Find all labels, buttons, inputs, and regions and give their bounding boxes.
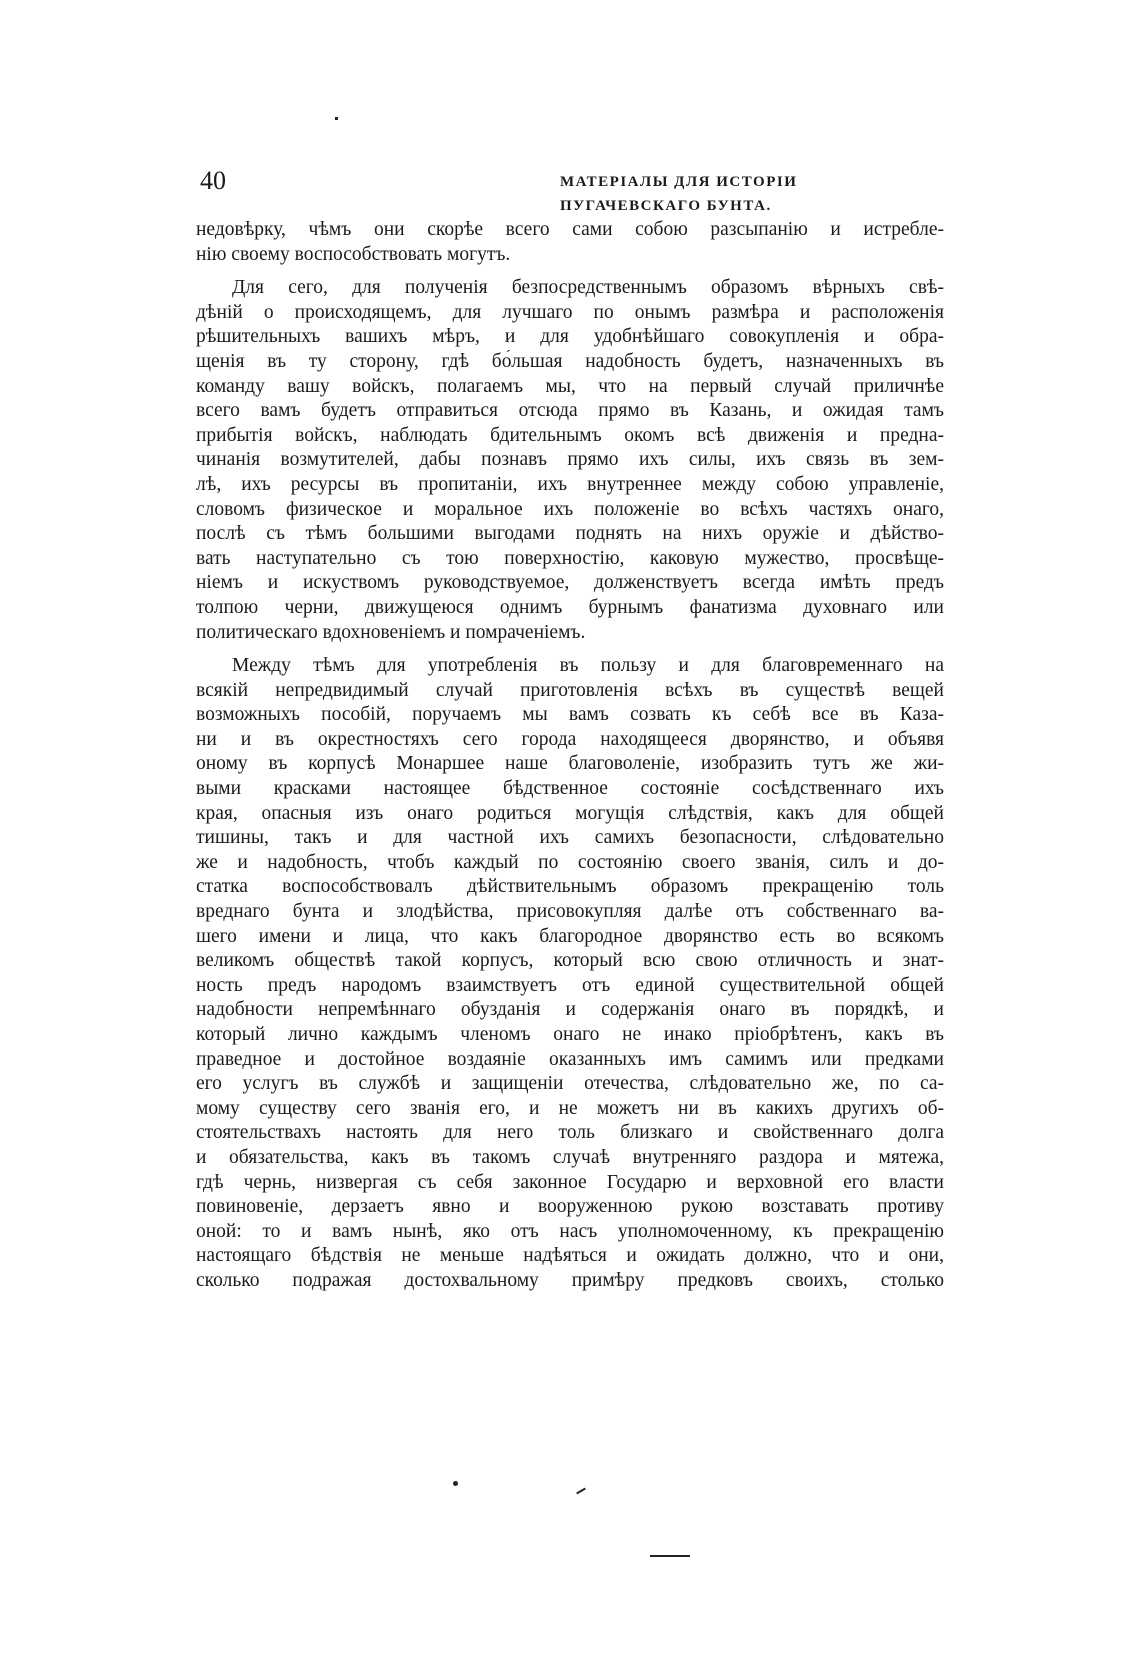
- text-line: толпою черни, движущеюся однимъ бурнымъ фанатизма духовнаго или: [196, 596, 944, 618]
- text-line: рѣшительныхъ вашихъ мѣръ, и для удобнѣйшаго совокупленія и обра-: [196, 326, 944, 348]
- text-line: повиновеніе, дерзаетъ явно и вооруженною рукою возставать противу: [196, 1196, 944, 1218]
- text-line: чинанія возмутителей, дабы познавъ прямо ихъ силы, ихъ связь въ зем-: [196, 449, 944, 471]
- text-line: выми красками настоящее бѣдственное состояніе сосѣдственнаго ихъ: [196, 778, 944, 800]
- text-line: всякій непредвидимый случай приготовленія всѣхъ въ существѣ вещей: [196, 679, 944, 701]
- page-header: [200, 166, 944, 214]
- text-line: оной: то и вамъ нынѣ, яко отъ насъ уполномоченному, къ прекращенію: [196, 1220, 944, 1242]
- text-line: всего вамъ будетъ отправиться отсюда прямо въ Казань, и ожидая тамъ: [196, 400, 944, 422]
- text-line: мому существу сего званія его, и не можетъ ни въ какихъ другихъ об-: [196, 1097, 944, 1119]
- text-line: Для сего, для полученія безпосредственнымъ образомъ вѣрныхъ свѣ-: [232, 277, 944, 299]
- text-line: команду вашу войскъ, полагаемъ мы, что на первый случай приличнѣе: [196, 375, 944, 397]
- text-line: и обязательства, какъ въ такомъ случаѣ внутренняго раздора и мятежа,: [196, 1146, 944, 1168]
- text-line: ніемъ и искуствомъ руководствуемое, долженствуетъ всегда имѣть предъ: [196, 572, 944, 594]
- body-text: [196, 218, 944, 1294]
- text-line: сколько подражая достохвальному примѣру предковъ своихъ, столько: [196, 1269, 944, 1291]
- text-line: его услугъ въ службѣ и защищеніи отечества, слѣдовательно же, по са-: [196, 1073, 944, 1095]
- text-line: ность предъ народомъ взаимствуетъ отъ единой существительной общей: [196, 974, 944, 996]
- text-line: края, опасныя изъ онаго родиться могущія слѣдствія, какъ для общей: [196, 802, 944, 824]
- print-speck: [576, 1488, 586, 1495]
- print-speck: [453, 1481, 458, 1486]
- text-line: послѣ съ тѣмъ большими выгодами поднять на нихъ оружіе и дѣйство-: [196, 523, 944, 545]
- text-line: политическаго вдохновеніемъ и помраченіемъ.: [196, 621, 586, 643]
- text-line: великомъ обществѣ такой корпусъ, который всю свою отличность и знат-: [196, 950, 944, 972]
- text-line: дѣній о происходящемъ, для лучшаго по онымъ размѣра и расположенія: [196, 301, 944, 323]
- text-line: оному въ корпусѣ Монаршее наше благоволеніе, изобразить тутъ же жи-: [196, 753, 944, 775]
- text-line: который лично каждымъ членомъ онаго не инако пріобрѣтенъ, какъ въ: [196, 1024, 944, 1045]
- text-line: возможныхъ пособій, поручаемъ мы вамъ созвать къ себѣ все въ Каза-: [196, 704, 944, 726]
- text-line: вать наступательно съ тою поверхностію, каковую мужество, просвѣще-: [196, 547, 944, 569]
- running-title: МАТЕРІАЛЫ ДЛЯ ИСТОРІИ ПУГАЧЕВСКАГО БУНТА.: [560, 174, 798, 214]
- text-line: настоящаго бѣдствія не меньше надѣяться и ожидать должно, что и они,: [196, 1245, 944, 1267]
- paragraph-gap: [196, 267, 944, 276]
- text-line: ни и въ окрестностяхъ сего города находящееся дворянство, и объявя: [196, 728, 944, 750]
- page-number: 40: [200, 166, 226, 195]
- text-line: надобности непремѣннаго обузданія и содержанія онаго въ порядкѣ, и: [196, 999, 944, 1021]
- text-line: Между тѣмъ для употребленія въ пользу и для благовременнаго на: [232, 655, 944, 677]
- text-line: лѣ, ихъ ресурсы въ пропитаніи, ихъ внутреннее между собою управленіе,: [196, 473, 944, 495]
- text-line: вреднаго бунта и злодѣйства, присовокупляя далѣе отъ собственнаго ва-: [196, 901, 944, 923]
- text-line: же и надобность, чтобъ каждый по состоянію своего званія, силъ и до-: [196, 851, 944, 873]
- text-line: словомъ физическое и моральное ихъ положеніе во всѣхъ частяхъ онаго,: [196, 498, 944, 520]
- text-line: тишины, такъ и для частной ихъ самихъ безопасности, слѣдовательно: [196, 827, 944, 849]
- paragraph: [196, 654, 944, 1293]
- paragraph: [196, 276, 944, 645]
- print-speck: [335, 117, 338, 120]
- footer-rule: [650, 1555, 690, 1557]
- text-line: недовѣрку, чѣмъ они скорѣе всего сами собою разсыпанію и истребле-: [196, 219, 944, 240]
- paragraph: [196, 218, 944, 267]
- text-line: нію своему воспособствовать могутъ.: [196, 243, 511, 265]
- paragraph-gap: [196, 645, 944, 654]
- text-line: прибытія войскъ, наблюдать бдительнымъ окомъ всѣ движенія и предна-: [196, 424, 944, 446]
- text-line: гдѣ чернь, низвергая съ себя законное Государю и верховной его власти: [196, 1171, 944, 1193]
- text-line: щенія въ ту сторону, гдѣ бо́льшая надобность будетъ, назначенныхъ въ: [196, 350, 944, 372]
- text-line: шего имени и лица, что какъ благородное дворянство есть во всякомъ: [196, 925, 944, 947]
- text-line: праведное и достойное воздаяніе оказанныхъ имъ самимъ или предками: [196, 1048, 944, 1070]
- text-line: стоятельствахъ настоять для него толь близкаго и свойственнаго долга: [196, 1122, 944, 1144]
- text-line: статка воспособствовалъ дѣйствительнымъ образомъ прекращенію толь: [196, 876, 944, 898]
